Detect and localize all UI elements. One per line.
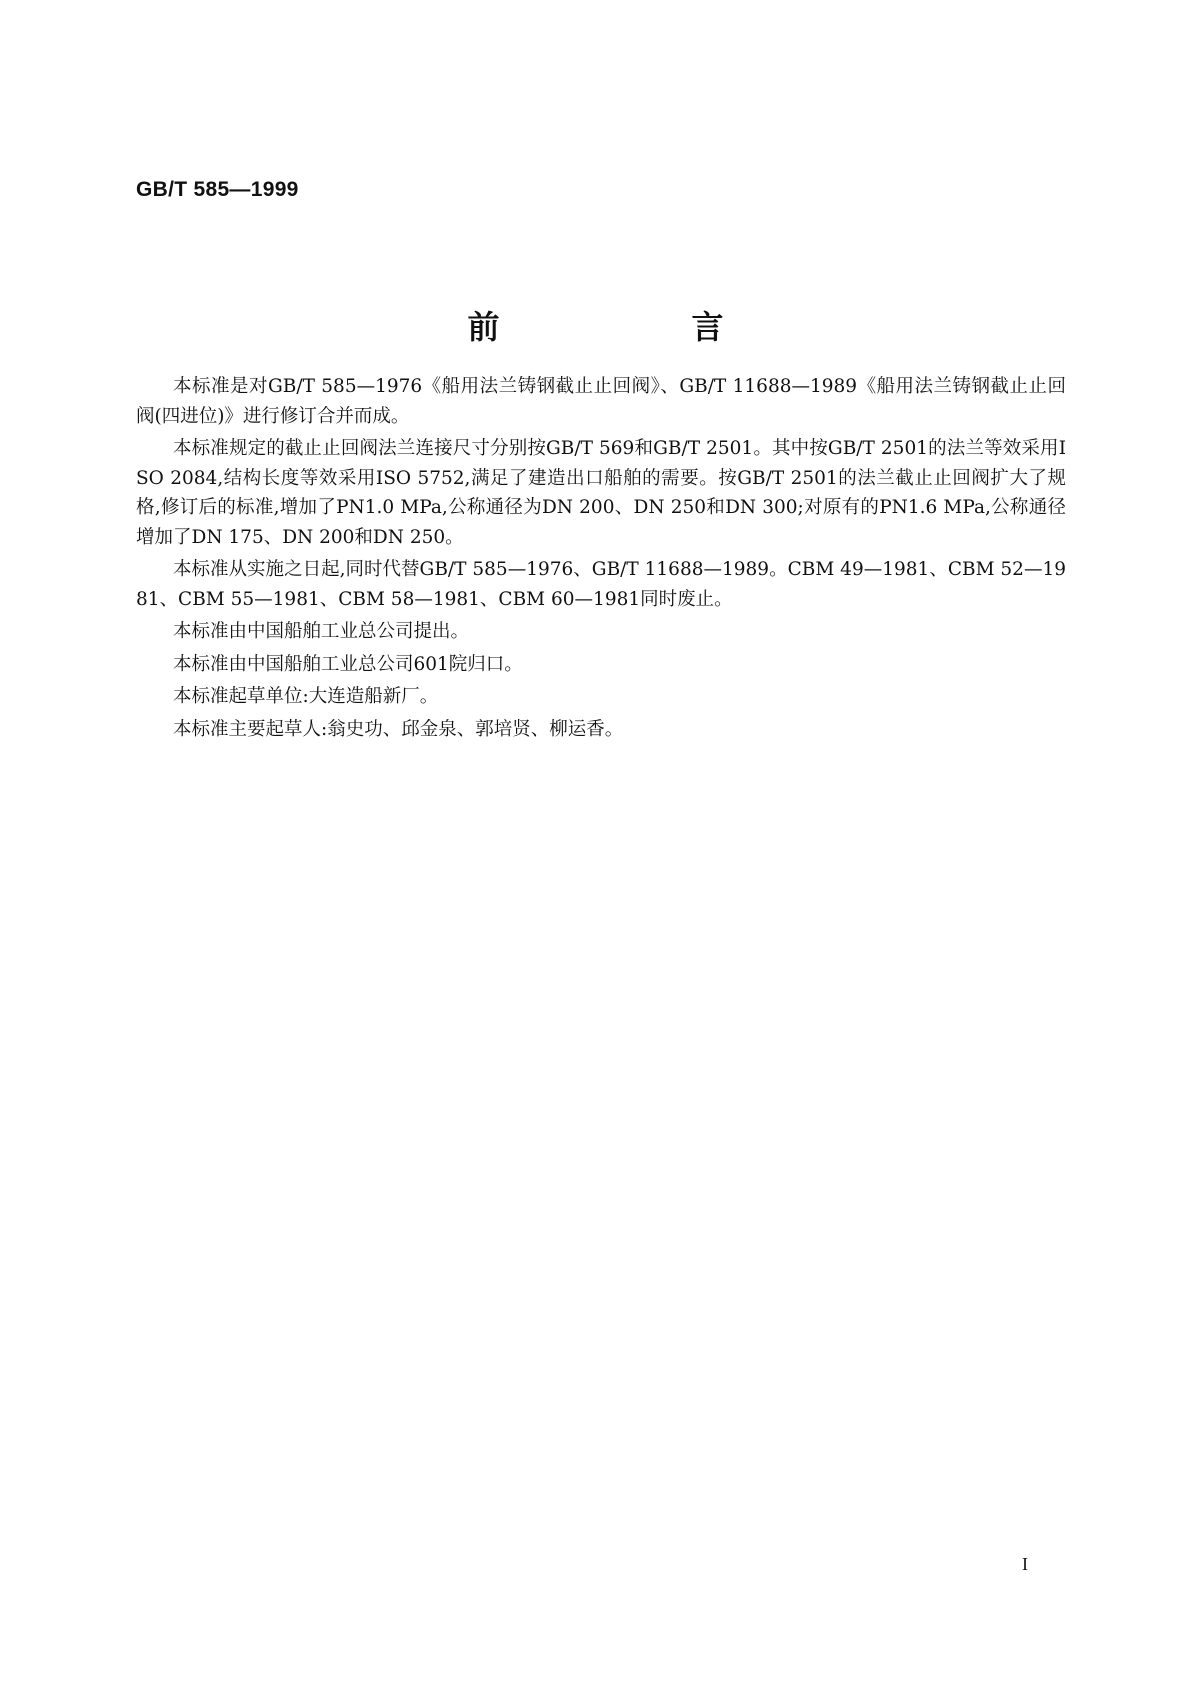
foreword-paragraph-3: 本标准从实施之日起,同时代替GB/T 585—1976、GB/T 11688—1989。CBM 49—1981、CBM 52—1981、CBM 55—1981、CBM 58—1981、CBM 60—1981同时废止。 [136, 559, 1066, 610]
foreword-paragraph-5: 本标准由中国船舶工业总公司601院归口。 [173, 653, 523, 675]
foreword-paragraph-2: 本标准规定的截止止回阀法兰连接尺寸分别按GB/T 569和GB/T 2501。其中按GB/T 2501的法兰等效采用ISO 2084,结构长度等效采用ISO 5752,满足了建造出口船舶的需要。按GB/T 2501的法兰截止止回阀扩大了规格,修订后的标准,增加了PN1.0 MPa,公称通径为DN 200、DN 250和DN 300;对原有的PN1.6 MPa,公称通径增加了DN 175、DN 200和DN 250。 [136, 438, 1066, 548]
foreword-body [136, 372, 1066, 747]
page-title: 前 言 [467, 308, 804, 346]
foreword-paragraph-7: 本标准主要起草人:翁史功、邱金泉、郭培贤、柳运香。 [173, 718, 624, 740]
standard-code: GB/T 585—1999 [136, 178, 299, 201]
page-number: I [1022, 1554, 1028, 1574]
foreword-paragraph-1: 本标准是对GB/T 585—1976《船用法兰铸钢截止止回阀》、GB/T 11688—1989《船用法兰铸钢截止止回阀(四进位)》进行修订合并而成。 [136, 376, 1066, 427]
foreword-paragraph-4: 本标准由中国船舶工业总公司提出。 [173, 621, 470, 642]
foreword-paragraph-6: 本标准起草单位:大连造船新厂。 [173, 686, 439, 707]
